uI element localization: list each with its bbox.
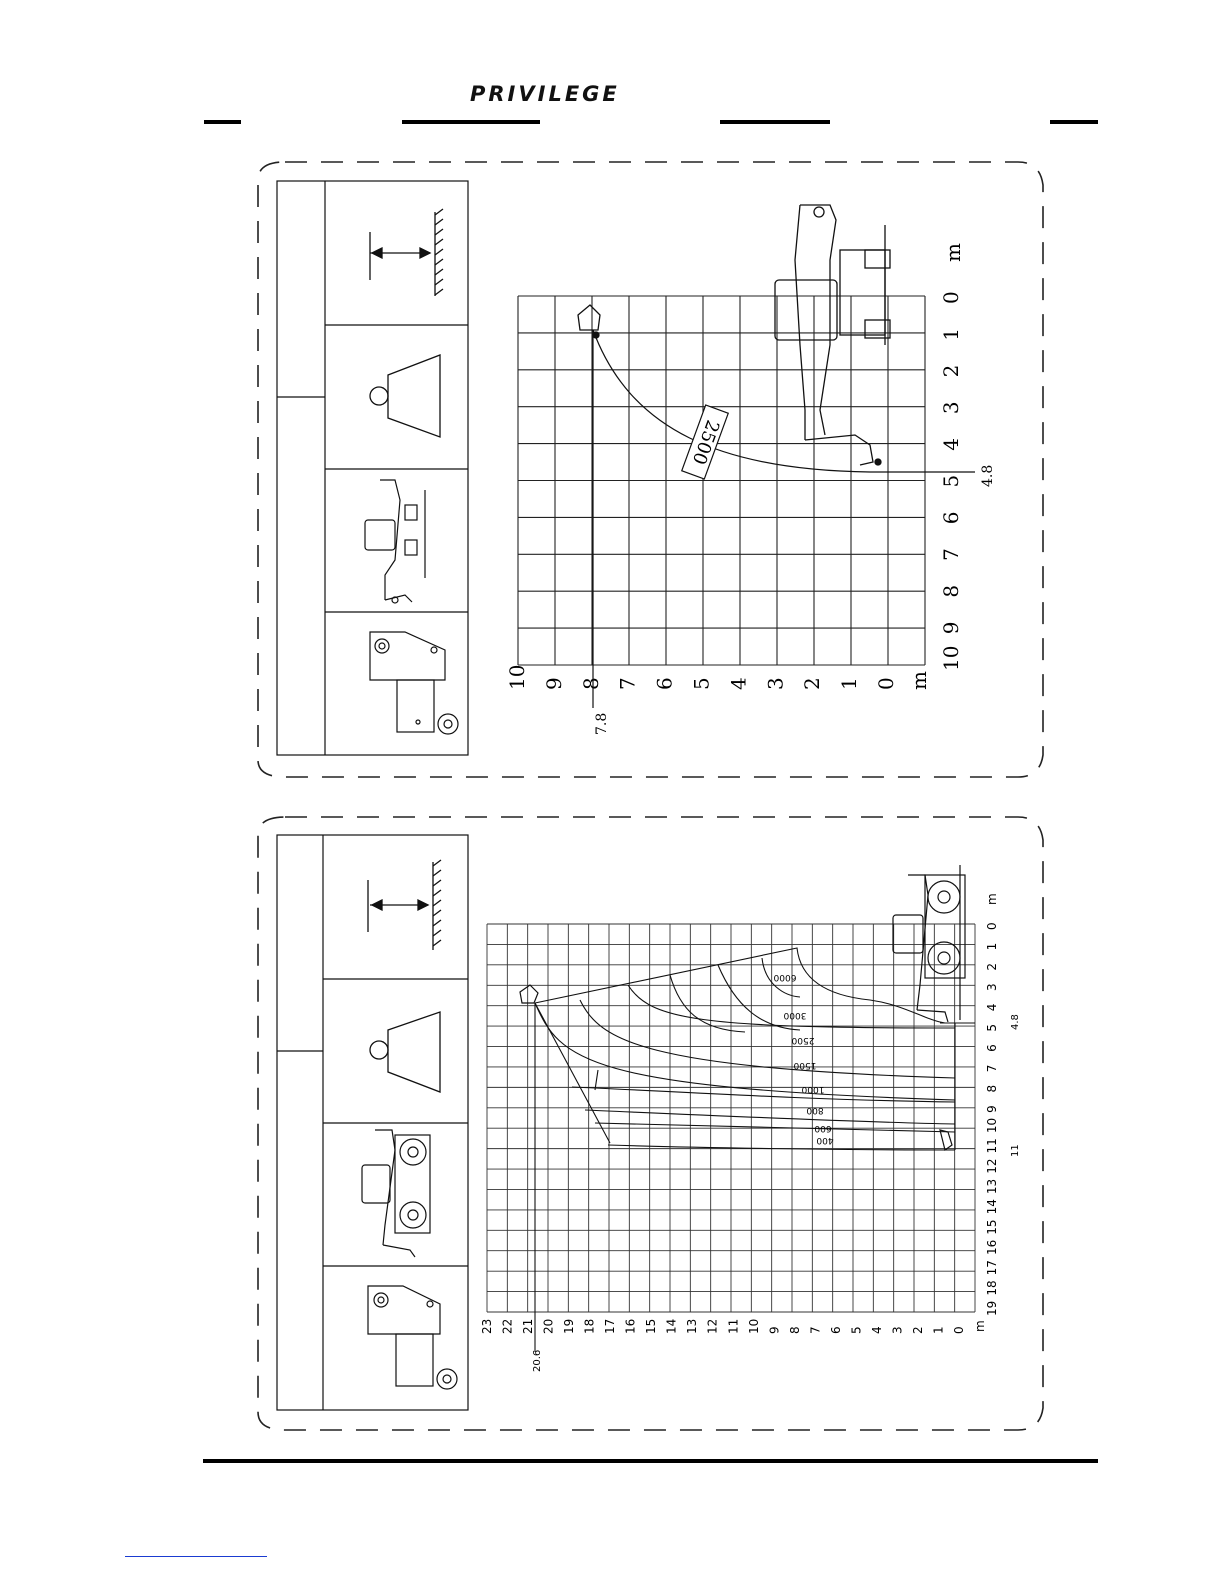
lower-x-tick: 21	[521, 1318, 536, 1334]
lower-x-tick: 8	[787, 1326, 802, 1334]
upper-x-tick-labels	[505, 665, 898, 690]
lower-y-tick: 1	[985, 942, 999, 951]
attachment-hook-icon	[370, 632, 458, 734]
lower-x-tick: 12	[705, 1318, 720, 1334]
svg-text:PRIVILEGE: PRIVILEGE	[470, 82, 620, 106]
lower-height-marker: 20.6	[532, 1349, 543, 1372]
lower-load-label: 1500	[793, 1060, 817, 1070]
upper-x-tick: 2	[800, 677, 825, 690]
upper-y-tick: 6	[939, 511, 963, 525]
upper-y-tick: 4	[939, 438, 963, 451]
lower-x-tick: 19	[562, 1318, 577, 1334]
lower-x-tick: 9	[767, 1326, 782, 1334]
upper-machine-drawing	[578, 205, 890, 468]
lower-y-tick: 7	[985, 1064, 999, 1073]
lower-y-tick: 9	[985, 1105, 999, 1113]
upper-y-tick: 0	[939, 291, 963, 304]
lower-y-tick: 4	[985, 1003, 999, 1012]
upper-y-tick: 2	[939, 364, 963, 378]
lower-y-tick: 10	[985, 1117, 999, 1134]
upper-x-tick: 1	[837, 677, 862, 690]
lower-x-tick: 18	[582, 1318, 597, 1334]
upper-grid	[518, 296, 925, 665]
svg-text:2500: 2500	[687, 417, 724, 468]
footer-rule	[203, 1459, 1098, 1463]
height-dimension-icon	[370, 209, 443, 296]
upper-x-tick: 7	[615, 677, 640, 690]
lower-y-tick: 13	[985, 1178, 999, 1195]
upper-y-tick-labels	[939, 291, 963, 671]
lower-reach-marker-2: 11	[1010, 1144, 1021, 1157]
attachment-hook-icon-lower	[368, 1286, 457, 1389]
lower-y-tick: 19	[985, 1300, 999, 1316]
upper-y-tick: 5	[939, 474, 963, 488]
lower-x-tick-labels	[480, 1319, 966, 1334]
lower-load-label: 600	[814, 1123, 832, 1133]
telehandler-icon	[365, 480, 425, 603]
upper-x-unit: m	[907, 671, 931, 690]
lower-y-tick: 8	[985, 1084, 999, 1093]
lower-y-tick: 0	[985, 922, 999, 930]
lower-y-tick: 6	[985, 1044, 999, 1052]
lower-y-tick: 5	[985, 1023, 999, 1032]
height-dimension-icon-lower	[368, 860, 441, 950]
lower-x-tick: 16	[623, 1318, 638, 1334]
load-weight-icon	[370, 355, 440, 437]
lower-y-tick-labels	[985, 922, 999, 1316]
upper-y-tick: 10	[939, 645, 963, 671]
footer-link-underline[interactable]	[125, 1556, 267, 1557]
upper-y-tick: 3	[939, 401, 963, 415]
lower-x-tick: 6	[828, 1326, 843, 1334]
telehandler-icon-lower	[362, 1130, 430, 1257]
upper-x-tick: 9	[541, 677, 566, 690]
upper-x-tick: 0	[874, 677, 898, 690]
lower-load-label: 800	[806, 1105, 824, 1115]
upper-x-tick: 5	[689, 677, 714, 690]
lower-y-tick: 11	[985, 1138, 999, 1154]
upper-x-tick: 6	[652, 677, 677, 690]
lower-y-tick: 18	[985, 1280, 999, 1296]
lower-y-tick: 15	[985, 1219, 999, 1235]
lower-reach-marker: 4.8	[1010, 1014, 1021, 1030]
lower-x-tick: 23	[480, 1318, 494, 1334]
upper-x-tick: 3	[763, 677, 788, 690]
lower-y-tick: 14	[985, 1199, 999, 1215]
upper-y-tick: 9	[939, 621, 963, 635]
upper-x-tick: 10	[505, 664, 529, 690]
upper-height-marker: 7.8	[594, 712, 610, 735]
lower-x-tick: 14	[664, 1318, 679, 1334]
lower-load-label: 6000	[773, 972, 797, 982]
upper-load-label	[682, 405, 728, 479]
lower-y-tick: 3	[985, 983, 999, 991]
lower-x-tick: 2	[910, 1326, 925, 1334]
upper-y-tick: 7	[939, 548, 963, 561]
lower-x-tick: 1	[931, 1326, 946, 1334]
load-weight-icon-lower	[370, 1012, 440, 1092]
lower-x-tick: 22	[500, 1318, 515, 1334]
upper-x-tick: 8	[578, 677, 603, 690]
lower-grid	[487, 924, 975, 1312]
upper-reach-marker: 4.8	[980, 464, 996, 487]
lower-panel	[258, 817, 1043, 1430]
lower-y-tick: 17	[985, 1260, 999, 1276]
lower-y-tick: 16	[985, 1239, 999, 1256]
lower-load-label: 2500	[791, 1035, 815, 1045]
upper-y-unit: m	[941, 243, 965, 262]
upper-y-tick: 1	[939, 327, 963, 341]
lower-y-unit: m	[985, 893, 999, 905]
lower-y-tick: 12	[985, 1158, 999, 1174]
lower-load-label: 400	[816, 1135, 834, 1145]
lower-x-unit: m	[973, 1320, 987, 1332]
lower-x-tick: 13	[685, 1318, 700, 1334]
lower-load-label: 3000	[783, 1010, 807, 1020]
lower-x-tick: 3	[890, 1326, 905, 1334]
upper-icon-table	[277, 181, 468, 755]
lower-x-tick: 10	[746, 1318, 761, 1334]
lower-x-tick: 11	[726, 1318, 741, 1334]
lower-x-tick: 7	[808, 1326, 823, 1334]
lower-x-tick: 20	[541, 1318, 556, 1334]
upper-x-tick: 4	[726, 677, 751, 690]
upper-load-curve	[593, 327, 975, 708]
lower-x-tick: 5	[849, 1326, 864, 1334]
upper-panel	[258, 162, 1043, 777]
upper-y-tick: 8	[939, 584, 963, 598]
lower-x-tick: 4	[869, 1326, 884, 1334]
lower-x-tick: 15	[644, 1318, 659, 1334]
lower-load-label: 1000	[801, 1084, 825, 1094]
lower-x-tick: 17	[603, 1318, 618, 1334]
lower-y-tick: 2	[985, 962, 999, 971]
lower-x-tick: 0	[952, 1326, 966, 1334]
